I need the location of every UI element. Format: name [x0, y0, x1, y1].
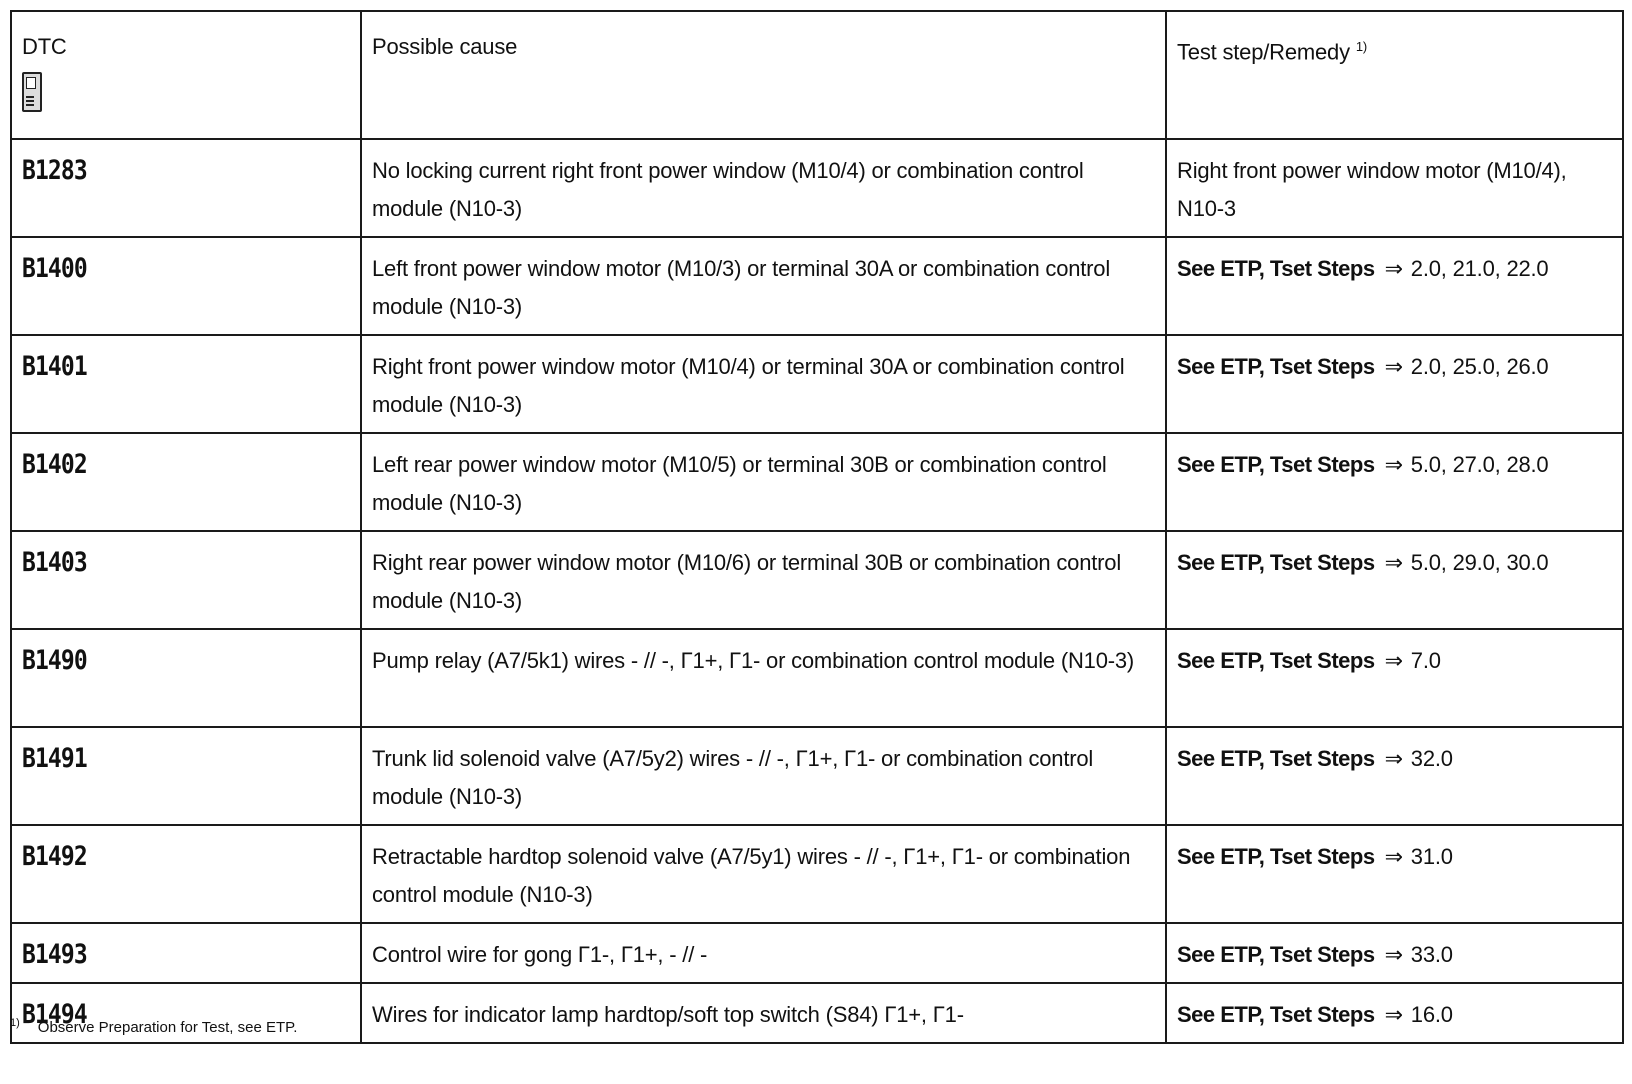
- dtc-cell: [11, 629, 361, 727]
- arrow-icon: ⇒: [1384, 256, 1403, 281]
- table-row: [11, 139, 1623, 237]
- cause-text: Pump relay (A7/5k1) wires - // -, Γ1+, Γ1- or combination control module (N10-3): [372, 648, 1135, 673]
- header-dtc: [11, 11, 361, 139]
- arrow-icon: ⇒: [1384, 354, 1403, 379]
- cause-text: Right front power window motor (M10/4) or terminal 30A or combination control module (N10-3): [372, 354, 1125, 417]
- remedy-label: See ETP, Tset Steps: [1177, 844, 1375, 869]
- footnote: [10, 1017, 297, 1036]
- remedy-steps: 5.0, 29.0, 30.0: [1410, 550, 1549, 575]
- table-row: [11, 923, 1623, 983]
- dtc-cell: [11, 237, 361, 335]
- table-row: [11, 629, 1623, 727]
- remedy-steps: 16.0: [1410, 1002, 1453, 1027]
- remedy-cell: [1166, 433, 1623, 531]
- remedy-label: See ETP, Tset Steps: [1177, 550, 1375, 575]
- cause-cell: [361, 237, 1166, 335]
- footnote-mark: 1): [10, 1017, 20, 1029]
- cause-text: Control wire for gong Γ1-, Γ1+, - // -: [372, 942, 708, 967]
- dtc-code: B1492: [22, 841, 87, 872]
- header-cause-label: Possible cause: [372, 34, 518, 59]
- header-remedy-label: Test step/Remedy: [1177, 39, 1350, 65]
- dtc-code: B1283: [22, 155, 87, 186]
- cause-text: Right rear power window motor (M10/6) or terminal 30B or combination control module (N10-3): [372, 550, 1122, 613]
- table-row: [11, 237, 1623, 335]
- remedy-cell: [1166, 923, 1623, 983]
- cause-text: Left front power window motor (M10/3) or terminal 30A or combination control module (N10-3): [372, 256, 1111, 319]
- dtc-cell: [11, 825, 361, 923]
- remedy-steps: 32.0: [1410, 746, 1453, 771]
- dtc-cell: [11, 139, 361, 237]
- arrow-icon: ⇒: [1384, 746, 1403, 771]
- dtc-cell: [11, 923, 361, 983]
- dtc-cell: [11, 433, 361, 531]
- dtc-code: B1491: [22, 743, 87, 774]
- remedy-label: See ETP, Tset Steps: [1177, 746, 1375, 771]
- cause-cell: [361, 825, 1166, 923]
- cause-cell: [361, 433, 1166, 531]
- table-row: [11, 825, 1623, 923]
- remedy-steps: 33.0: [1410, 942, 1453, 967]
- cause-cell: [361, 629, 1166, 727]
- remedy-label: See ETP, Tset Steps: [1177, 1002, 1375, 1027]
- arrow-icon: ⇒: [1384, 1002, 1403, 1027]
- dtc-cell: [11, 335, 361, 433]
- remedy-steps: 2.0, 21.0, 22.0: [1410, 256, 1549, 281]
- dtc-table-sheet: [10, 10, 1622, 1044]
- dtc-code: B1401: [22, 351, 87, 382]
- dtc-code: B1402: [22, 449, 87, 480]
- dtc-cell: [11, 531, 361, 629]
- cause-text: Left rear power window motor (M10/5) or terminal 30B or combination control module (N10-3): [372, 452, 1107, 515]
- remedy-label: See ETP, Tset Steps: [1177, 942, 1375, 967]
- cause-text: Trunk lid solenoid valve (A7/5y2) wires - // -, Γ1+, Γ1- or combination control module (N10-3): [372, 746, 1094, 809]
- remedy-steps: 5.0, 27.0, 28.0: [1410, 452, 1549, 477]
- table-row: [11, 531, 1623, 629]
- remedy-cell: [1166, 727, 1623, 825]
- arrow-icon: ⇒: [1384, 648, 1403, 673]
- arrow-icon: ⇒: [1384, 452, 1403, 477]
- cause-cell: [361, 923, 1166, 983]
- cause-cell: [361, 983, 1166, 1043]
- cause-text: Wires for indicator lamp hardtop/soft top switch (S84) Γ1+, Γ1-: [372, 1002, 964, 1027]
- header-dtc-label: DTC: [22, 34, 67, 59]
- remedy-steps: 31.0: [1410, 844, 1453, 869]
- dtc-cell: [11, 727, 361, 825]
- remedy-cell: [1166, 825, 1623, 923]
- cause-text: No locking current right front power window (M10/4) or combination control module (N10-3): [372, 158, 1084, 221]
- cause-cell: [361, 531, 1166, 629]
- cause-cell: [361, 139, 1166, 237]
- header-remedy-footnote-mark: 1): [1355, 39, 1368, 54]
- arrow-icon: ⇒: [1384, 550, 1403, 575]
- remedy-label: See ETP, Tset Steps: [1177, 648, 1375, 673]
- cause-cell: [361, 727, 1166, 825]
- remedy-steps: 7.0: [1410, 648, 1441, 673]
- remedy-label: See ETP, Tset Steps: [1177, 452, 1375, 477]
- remedy-text: Right front power window motor (M10/4), N10-3: [1177, 158, 1567, 221]
- dtc-table: [10, 10, 1624, 1044]
- remedy-cell: [1166, 531, 1623, 629]
- footnote-text: Observe Preparation for Test, see ETP.: [37, 1019, 298, 1036]
- remedy-cell: [1166, 139, 1623, 237]
- header-cause: [361, 11, 1166, 139]
- table-row: [11, 433, 1623, 531]
- header-remedy: [1166, 11, 1623, 139]
- remedy-label: See ETP, Tset Steps: [1177, 256, 1375, 281]
- dtc-code: B1490: [22, 645, 87, 676]
- arrow-icon: ⇒: [1384, 844, 1403, 869]
- remedy-cell: [1166, 629, 1623, 727]
- table-row: [11, 335, 1623, 433]
- remedy-cell: [1166, 983, 1623, 1043]
- remedy-cell: [1166, 335, 1623, 433]
- dtc-code: B1400: [22, 253, 87, 284]
- cause-cell: [361, 335, 1166, 433]
- arrow-icon: ⇒: [1384, 942, 1403, 967]
- table-row: [11, 727, 1623, 825]
- remedy-steps: 2.0, 25.0, 26.0: [1410, 354, 1549, 379]
- remedy-cell: [1166, 237, 1623, 335]
- table-header-row: [11, 11, 1623, 139]
- dtc-code: B1403: [22, 547, 87, 578]
- remedy-label: See ETP, Tset Steps: [1177, 354, 1375, 379]
- dtc-code: B1494: [22, 999, 87, 1030]
- cause-text: Retractable hardtop solenoid valve (A7/5y1) wires - // -, Γ1+, Γ1- or combination control module (N10-3): [372, 844, 1131, 907]
- dtc-code: B1493: [22, 939, 87, 970]
- table-body: [11, 139, 1623, 1043]
- diagnostic-tester-icon: [22, 72, 42, 112]
